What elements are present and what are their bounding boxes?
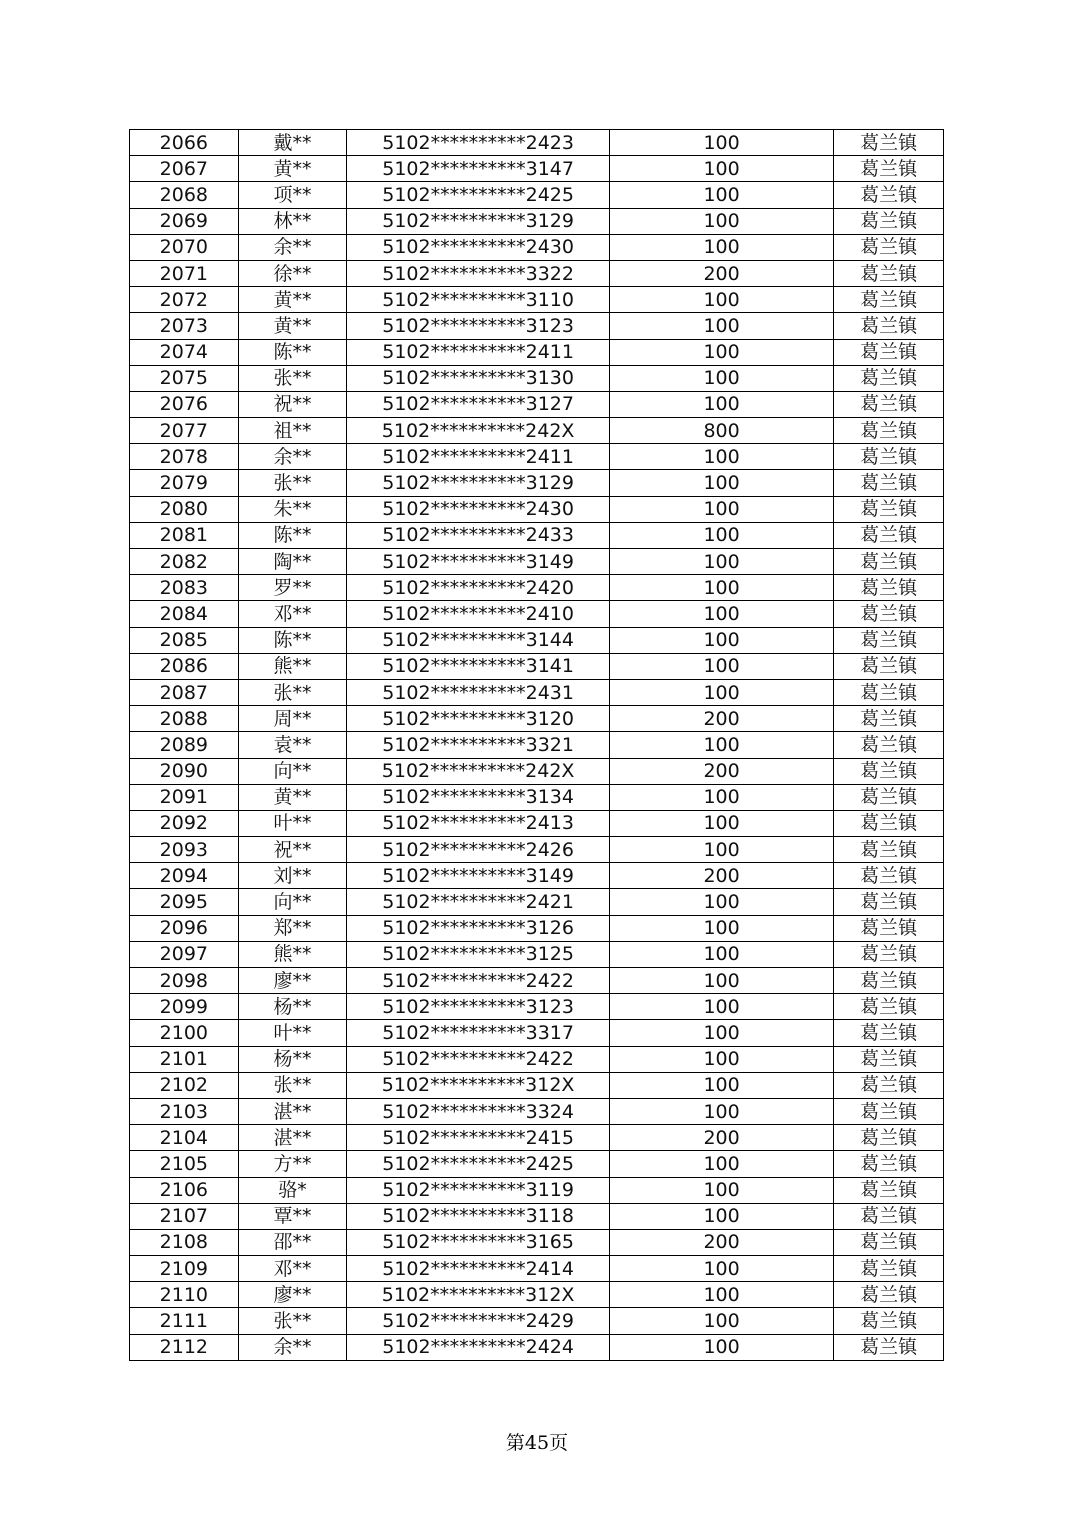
amount-cell: 100 (609, 208, 833, 234)
id-number-cell: 5102**********2426 (347, 837, 610, 863)
name-cell: 林** (238, 208, 347, 234)
serial-number-cell: 2105 (130, 1151, 239, 1177)
table-row (130, 1282, 944, 1308)
name-cell: 湛** (238, 1125, 347, 1151)
id-number-cell: 5102**********242X (347, 758, 610, 784)
table-row (130, 1151, 944, 1177)
name-cell: 张** (238, 365, 347, 391)
name-cell: 邓** (238, 601, 347, 627)
id-number-cell: 5102**********3127 (347, 391, 610, 417)
id-number-cell: 5102**********2425 (347, 1151, 610, 1177)
amount-cell: 100 (609, 1282, 833, 1308)
amount-cell: 100 (609, 444, 833, 470)
serial-number-cell: 2097 (130, 941, 239, 967)
table-row (130, 837, 944, 863)
town-cell: 葛兰镇 (834, 994, 944, 1020)
serial-number-cell: 2087 (130, 679, 239, 705)
name-cell: 廖** (238, 1282, 347, 1308)
amount-cell: 100 (609, 365, 833, 391)
amount-cell: 100 (609, 1098, 833, 1124)
amount-cell: 100 (609, 810, 833, 836)
name-cell: 湛** (238, 1098, 347, 1124)
table-row (130, 863, 944, 889)
table-row (130, 732, 944, 758)
town-cell: 葛兰镇 (834, 260, 944, 286)
amount-cell: 100 (609, 968, 833, 994)
id-number-cell: 5102**********3134 (347, 784, 610, 810)
town-cell: 葛兰镇 (834, 182, 944, 208)
table-row (130, 941, 944, 967)
serial-number-cell: 2104 (130, 1125, 239, 1151)
table-row (130, 1256, 944, 1282)
amount-cell: 100 (609, 470, 833, 496)
serial-number-cell: 2092 (130, 810, 239, 836)
table-row (130, 418, 944, 444)
serial-number-cell: 2088 (130, 706, 239, 732)
amount-cell: 100 (609, 1020, 833, 1046)
amount-cell: 200 (609, 758, 833, 784)
name-cell: 向** (238, 758, 347, 784)
name-cell: 戴** (238, 130, 347, 156)
table-row (130, 313, 944, 339)
name-cell: 陶** (238, 549, 347, 575)
name-cell: 熊** (238, 941, 347, 967)
id-number-cell: 5102**********2411 (347, 339, 610, 365)
town-cell: 葛兰镇 (834, 968, 944, 994)
serial-number-cell: 2103 (130, 1098, 239, 1124)
name-cell: 张** (238, 1308, 347, 1334)
id-number-cell: 5102**********3141 (347, 653, 610, 679)
name-cell: 祝** (238, 837, 347, 863)
table-row (130, 1334, 944, 1360)
serial-number-cell: 2080 (130, 496, 239, 522)
name-cell: 罗** (238, 575, 347, 601)
amount-cell: 100 (609, 234, 833, 260)
serial-number-cell: 2079 (130, 470, 239, 496)
amount-cell: 100 (609, 601, 833, 627)
id-number-cell: 5102**********2420 (347, 575, 610, 601)
serial-number-cell: 2086 (130, 653, 239, 679)
id-number-cell: 5102**********2422 (347, 1046, 610, 1072)
town-cell: 葛兰镇 (834, 863, 944, 889)
table-row (130, 496, 944, 522)
id-number-cell: 5102**********3120 (347, 706, 610, 732)
id-number-cell: 5102**********2422 (347, 968, 610, 994)
town-cell: 葛兰镇 (834, 1151, 944, 1177)
id-number-cell: 5102**********2429 (347, 1308, 610, 1334)
id-number-cell: 5102**********2410 (347, 601, 610, 627)
name-cell: 周** (238, 706, 347, 732)
id-number-cell: 5102**********3165 (347, 1229, 610, 1255)
amount-cell: 100 (609, 156, 833, 182)
table-row (130, 234, 944, 260)
serial-number-cell: 2076 (130, 391, 239, 417)
town-cell: 葛兰镇 (834, 784, 944, 810)
town-cell: 葛兰镇 (834, 810, 944, 836)
amount-cell: 100 (609, 1203, 833, 1229)
name-cell: 项** (238, 182, 347, 208)
table-row (130, 260, 944, 286)
serial-number-cell: 2107 (130, 1203, 239, 1229)
name-cell: 方** (238, 1151, 347, 1177)
table-row (130, 365, 944, 391)
table-row (130, 627, 944, 653)
amount-cell: 100 (609, 1177, 833, 1203)
serial-number-cell: 2070 (130, 234, 239, 260)
table-row (130, 889, 944, 915)
town-cell: 葛兰镇 (834, 915, 944, 941)
id-number-cell: 5102**********3123 (347, 994, 610, 1020)
serial-number-cell: 2101 (130, 1046, 239, 1072)
amount-cell: 100 (609, 915, 833, 941)
town-cell: 葛兰镇 (834, 549, 944, 575)
serial-number-cell: 2102 (130, 1072, 239, 1098)
name-cell: 祖** (238, 418, 347, 444)
table-row (130, 575, 944, 601)
table-row (130, 391, 944, 417)
town-cell: 葛兰镇 (834, 732, 944, 758)
id-number-cell: 5102**********242X (347, 418, 610, 444)
name-cell: 黄** (238, 156, 347, 182)
table-row (130, 679, 944, 705)
id-number-cell: 5102**********3118 (347, 1203, 610, 1229)
id-number-cell: 5102**********3110 (347, 287, 610, 313)
serial-number-cell: 2081 (130, 522, 239, 548)
serial-number-cell: 2067 (130, 156, 239, 182)
amount-cell: 100 (609, 339, 833, 365)
town-cell: 葛兰镇 (834, 627, 944, 653)
serial-number-cell: 2093 (130, 837, 239, 863)
name-cell: 郑** (238, 915, 347, 941)
name-cell: 陈** (238, 522, 347, 548)
amount-cell: 100 (609, 1308, 833, 1334)
id-number-cell: 5102**********3126 (347, 915, 610, 941)
id-number-cell: 5102**********2421 (347, 889, 610, 915)
town-cell: 葛兰镇 (834, 837, 944, 863)
serial-number-cell: 2109 (130, 1256, 239, 1282)
table-row (130, 339, 944, 365)
table-row (130, 1229, 944, 1255)
amount-cell: 100 (609, 679, 833, 705)
id-number-cell: 5102**********3149 (347, 549, 610, 575)
table-row (130, 968, 944, 994)
town-cell: 葛兰镇 (834, 1177, 944, 1203)
table-row (130, 444, 944, 470)
amount-cell: 200 (609, 706, 833, 732)
table-row (130, 156, 944, 182)
name-cell: 覃** (238, 1203, 347, 1229)
id-number-cell: 5102**********3129 (347, 208, 610, 234)
amount-cell: 100 (609, 496, 833, 522)
serial-number-cell: 2090 (130, 758, 239, 784)
name-cell: 陈** (238, 627, 347, 653)
serial-number-cell: 2096 (130, 915, 239, 941)
amount-cell: 100 (609, 732, 833, 758)
table-row (130, 653, 944, 679)
name-cell: 廖** (238, 968, 347, 994)
serial-number-cell: 2068 (130, 182, 239, 208)
id-number-cell: 5102**********3125 (347, 941, 610, 967)
serial-number-cell: 2112 (130, 1334, 239, 1360)
id-number-cell: 5102**********3147 (347, 156, 610, 182)
name-cell: 向** (238, 889, 347, 915)
amount-cell: 100 (609, 994, 833, 1020)
amount-cell: 100 (609, 941, 833, 967)
id-number-cell: 5102**********3123 (347, 313, 610, 339)
name-cell: 黄** (238, 287, 347, 313)
town-cell: 葛兰镇 (834, 1229, 944, 1255)
serial-number-cell: 2094 (130, 863, 239, 889)
serial-number-cell: 2085 (130, 627, 239, 653)
name-cell: 余** (238, 234, 347, 260)
serial-number-cell: 2098 (130, 968, 239, 994)
serial-number-cell: 2106 (130, 1177, 239, 1203)
name-cell: 袁** (238, 732, 347, 758)
serial-number-cell: 2066 (130, 130, 239, 156)
serial-number-cell: 2078 (130, 444, 239, 470)
name-cell: 杨** (238, 994, 347, 1020)
serial-number-cell: 2077 (130, 418, 239, 444)
id-number-cell: 5102**********2414 (347, 1256, 610, 1282)
name-cell: 邵** (238, 1229, 347, 1255)
town-cell: 葛兰镇 (834, 1046, 944, 1072)
town-cell: 葛兰镇 (834, 1125, 944, 1151)
amount-cell: 100 (609, 627, 833, 653)
name-cell: 朱** (238, 496, 347, 522)
table-row (130, 1203, 944, 1229)
name-cell: 张** (238, 1072, 347, 1098)
table-row (130, 1125, 944, 1151)
amount-cell: 200 (609, 260, 833, 286)
id-number-cell: 5102**********3322 (347, 260, 610, 286)
town-cell: 葛兰镇 (834, 522, 944, 548)
id-number-cell: 5102**********2424 (347, 1334, 610, 1360)
table-row (130, 287, 944, 313)
amount-cell: 800 (609, 418, 833, 444)
table-row (130, 182, 944, 208)
table-row (130, 1308, 944, 1334)
name-cell: 祝** (238, 391, 347, 417)
town-cell: 葛兰镇 (834, 653, 944, 679)
table-row (130, 601, 944, 627)
town-cell: 葛兰镇 (834, 601, 944, 627)
table-row (130, 130, 944, 156)
table-row (130, 784, 944, 810)
serial-number-cell: 2111 (130, 1308, 239, 1334)
amount-cell: 200 (609, 1229, 833, 1255)
name-cell: 黄** (238, 784, 347, 810)
id-number-cell: 5102**********2413 (347, 810, 610, 836)
serial-number-cell: 2100 (130, 1020, 239, 1046)
id-number-cell: 5102**********2411 (347, 444, 610, 470)
amount-cell: 100 (609, 575, 833, 601)
name-cell: 余** (238, 1334, 347, 1360)
serial-number-cell: 2073 (130, 313, 239, 339)
town-cell: 葛兰镇 (834, 418, 944, 444)
table-row (130, 994, 944, 1020)
amount-cell: 100 (609, 182, 833, 208)
id-number-cell: 5102**********3144 (347, 627, 610, 653)
subsidy-roster-table (129, 129, 944, 1361)
serial-number-cell: 2099 (130, 994, 239, 1020)
id-number-cell: 5102**********2430 (347, 234, 610, 260)
town-cell: 葛兰镇 (834, 287, 944, 313)
amount-cell: 100 (609, 287, 833, 313)
name-cell: 邓** (238, 1256, 347, 1282)
name-cell: 熊** (238, 653, 347, 679)
amount-cell: 100 (609, 1334, 833, 1360)
serial-number-cell: 2110 (130, 1282, 239, 1308)
id-number-cell: 5102**********2423 (347, 130, 610, 156)
serial-number-cell: 2108 (130, 1229, 239, 1255)
table-row (130, 1020, 944, 1046)
name-cell: 陈** (238, 339, 347, 365)
serial-number-cell: 2084 (130, 601, 239, 627)
town-cell: 葛兰镇 (834, 444, 944, 470)
town-cell: 葛兰镇 (834, 1334, 944, 1360)
serial-number-cell: 2083 (130, 575, 239, 601)
serial-number-cell: 2072 (130, 287, 239, 313)
serial-number-cell: 2082 (130, 549, 239, 575)
town-cell: 葛兰镇 (834, 941, 944, 967)
roster-body (130, 130, 944, 1361)
town-cell: 葛兰镇 (834, 889, 944, 915)
amount-cell: 100 (609, 837, 833, 863)
table-row (130, 1177, 944, 1203)
name-cell: 刘** (238, 863, 347, 889)
town-cell: 葛兰镇 (834, 758, 944, 784)
name-cell: 张** (238, 679, 347, 705)
town-cell: 葛兰镇 (834, 1020, 944, 1046)
town-cell: 葛兰镇 (834, 234, 944, 260)
amount-cell: 100 (609, 1046, 833, 1072)
id-number-cell: 5102**********2425 (347, 182, 610, 208)
town-cell: 葛兰镇 (834, 706, 944, 732)
name-cell: 张** (238, 470, 347, 496)
amount-cell: 100 (609, 313, 833, 339)
name-cell: 黄** (238, 313, 347, 339)
id-number-cell: 5102**********3129 (347, 470, 610, 496)
town-cell: 葛兰镇 (834, 313, 944, 339)
town-cell: 葛兰镇 (834, 339, 944, 365)
id-number-cell: 5102**********2430 (347, 496, 610, 522)
town-cell: 葛兰镇 (834, 1098, 944, 1124)
id-number-cell: 5102**********3321 (347, 732, 610, 758)
id-number-cell: 5102**********3317 (347, 1020, 610, 1046)
serial-number-cell: 2091 (130, 784, 239, 810)
amount-cell: 100 (609, 1151, 833, 1177)
table-row (130, 810, 944, 836)
town-cell: 葛兰镇 (834, 208, 944, 234)
amount-cell: 100 (609, 1256, 833, 1282)
table-row (130, 1098, 944, 1124)
id-number-cell: 5102**********2415 (347, 1125, 610, 1151)
table-row (130, 1046, 944, 1072)
amount-cell: 100 (609, 549, 833, 575)
amount-cell: 100 (609, 522, 833, 548)
town-cell: 葛兰镇 (834, 496, 944, 522)
name-cell: 叶** (238, 810, 347, 836)
town-cell: 葛兰镇 (834, 679, 944, 705)
table-row (130, 549, 944, 575)
town-cell: 葛兰镇 (834, 1203, 944, 1229)
town-cell: 葛兰镇 (834, 365, 944, 391)
table-row (130, 470, 944, 496)
table-row (130, 208, 944, 234)
id-number-cell: 5102**********3130 (347, 365, 610, 391)
table-row (130, 915, 944, 941)
table-row (130, 758, 944, 784)
name-cell: 余** (238, 444, 347, 470)
town-cell: 葛兰镇 (834, 1256, 944, 1282)
town-cell: 葛兰镇 (834, 1282, 944, 1308)
town-cell: 葛兰镇 (834, 575, 944, 601)
amount-cell: 200 (609, 863, 833, 889)
town-cell: 葛兰镇 (834, 156, 944, 182)
id-number-cell: 5102**********3119 (347, 1177, 610, 1203)
amount-cell: 100 (609, 653, 833, 679)
town-cell: 葛兰镇 (834, 391, 944, 417)
table-row (130, 706, 944, 732)
serial-number-cell: 2069 (130, 208, 239, 234)
id-number-cell: 5102**********312X (347, 1282, 610, 1308)
serial-number-cell: 2075 (130, 365, 239, 391)
id-number-cell: 5102**********2431 (347, 679, 610, 705)
amount-cell: 100 (609, 784, 833, 810)
id-number-cell: 5102**********2433 (347, 522, 610, 548)
page-number: 第45页 (505, 1432, 569, 1454)
serial-number-cell: 2089 (130, 732, 239, 758)
amount-cell: 100 (609, 130, 833, 156)
town-cell: 葛兰镇 (834, 130, 944, 156)
name-cell: 杨** (238, 1046, 347, 1072)
serial-number-cell: 2095 (130, 889, 239, 915)
id-number-cell: 5102**********3149 (347, 863, 610, 889)
town-cell: 葛兰镇 (834, 1072, 944, 1098)
serial-number-cell: 2071 (130, 260, 239, 286)
name-cell: 叶** (238, 1020, 347, 1046)
amount-cell: 100 (609, 889, 833, 915)
name-cell: 徐** (238, 260, 347, 286)
name-cell: 骆* (238, 1177, 347, 1203)
id-number-cell: 5102**********312X (347, 1072, 610, 1098)
town-cell: 葛兰镇 (834, 1308, 944, 1334)
table-row (130, 522, 944, 548)
table-row (130, 1072, 944, 1098)
amount-cell: 200 (609, 1125, 833, 1151)
amount-cell: 100 (609, 391, 833, 417)
amount-cell: 100 (609, 1072, 833, 1098)
town-cell: 葛兰镇 (834, 470, 944, 496)
id-number-cell: 5102**********3324 (347, 1098, 610, 1124)
serial-number-cell: 2074 (130, 339, 239, 365)
